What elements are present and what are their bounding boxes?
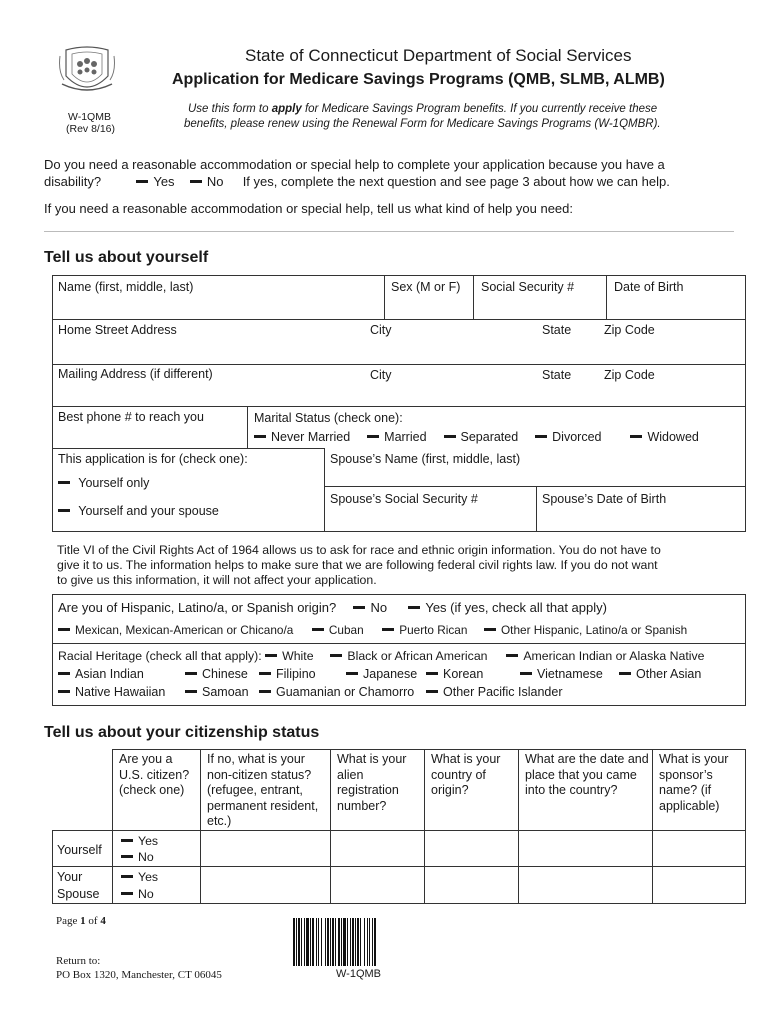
yourself-only-option[interactable]: Yourself only <box>58 476 149 490</box>
citizenship-row-yourself: Yourself <box>57 843 102 857</box>
barcode-bar <box>338 918 340 966</box>
form-instructions: Use this form to apply for Medicare Savings Program benefits. If you currently receive these <box>188 103 658 115</box>
accommodation-no-checkbox[interactable] <box>190 180 202 183</box>
yourself-citizen-yes-checkbox[interactable] <box>121 839 133 842</box>
barcode-bar <box>325 918 326 966</box>
return-to-label: Return to: <box>56 955 101 967</box>
page-number: Page 1 of 4 <box>56 915 106 927</box>
yourself-citizen-no[interactable]: No <box>121 850 154 864</box>
hispanic-yes-checkbox[interactable] <box>408 606 420 609</box>
barcode-label: W-1QMB <box>336 968 382 980</box>
barcode-bar <box>327 918 329 966</box>
mailing-zip-field[interactable]: Zip Code <box>604 368 655 382</box>
barcode-bar <box>330 918 331 966</box>
citizenship-col-6: What is your sponsor’s name? (if applicable) <box>659 752 729 813</box>
citizenship-col-1: Are you a U.S. citizen? (check one) <box>119 752 190 797</box>
barcode-bar <box>306 918 309 966</box>
race-other-asian-checkbox[interactable] <box>619 672 631 675</box>
state-seal <box>58 46 116 96</box>
mailing-address-field[interactable]: Mailing Address (if different) <box>58 367 213 381</box>
barcode-bar <box>355 918 356 966</box>
civil-rights-2: give it to us. The information helps to make sure that we are following federal civil rights law. If you do not want <box>57 558 658 572</box>
yourself-spouse-option[interactable]: Yourself and your spouse <box>58 504 219 518</box>
form-title: Application for Medicare Savings Programs (QMB, SLMB, ALMB) <box>172 71 665 88</box>
citizenship-col-5: What are the date and place that you came into the country? <box>525 752 649 797</box>
civil-rights-1: Title VI of the Civil Rights Act of 1964 allows us to ask for race and ethnic origin information. You do not have to <box>57 543 661 557</box>
barcode-bar <box>352 918 354 966</box>
mailing-state-field[interactable]: State <box>542 368 572 382</box>
barcode-bar <box>318 918 319 966</box>
home-zip-field[interactable]: Zip Code <box>604 323 655 337</box>
marital-options: Never Married Married Separated Divorced Widowed <box>254 430 699 444</box>
barcode-bar <box>350 918 351 966</box>
citizenship-col-2: If no, what is your non-citizen status? (refugee, entrant, permanent resident, etc.) <box>207 752 319 828</box>
barcode-bar <box>321 918 322 966</box>
barcode-bar <box>369 918 370 966</box>
barcode <box>293 918 427 966</box>
puerto-rican-checkbox[interactable] <box>382 628 394 631</box>
marital-label: Marital Status (check one): <box>254 411 403 425</box>
home-street-field[interactable]: Home Street Address <box>58 323 177 337</box>
form-rev: (Rev 8/16) <box>66 123 116 135</box>
race-japanese-checkbox[interactable] <box>346 672 358 675</box>
marital-separated-checkbox[interactable] <box>444 435 456 438</box>
race-vietnamese-checkbox[interactable] <box>520 672 532 675</box>
section-citizenship-title: Tell us about your citizenship status <box>44 724 320 741</box>
citizenship-col-3: What is your alien registration number? <box>337 752 407 813</box>
race-filipino-checkbox[interactable] <box>259 672 271 675</box>
barcode-bar <box>360 918 361 966</box>
barcode-bar <box>304 918 305 966</box>
cuban-checkbox[interactable] <box>312 628 324 631</box>
barcode-bar <box>298 918 300 966</box>
marital-never-checkbox[interactable] <box>254 435 266 438</box>
race-samoan-checkbox[interactable] <box>185 690 197 693</box>
race-chinese-checkbox[interactable] <box>185 672 197 675</box>
spouse-citizen-yes[interactable]: Yes <box>121 870 158 884</box>
marital-widowed-checkbox[interactable] <box>630 435 642 438</box>
barcode-bar <box>310 918 311 966</box>
race-american-indian-checkbox[interactable] <box>506 654 518 657</box>
race-row-1: Racial Heritage (check all that apply): White Black or African American American Indian or Alaska Native <box>58 649 705 663</box>
yourself-citizen-yes[interactable]: Yes <box>121 834 158 848</box>
hispanic-no-checkbox[interactable] <box>353 606 365 609</box>
barcode-bar <box>316 918 317 966</box>
citizenship-row-spouse-1: Your <box>57 870 83 884</box>
phone-field[interactable]: Best phone # to reach you <box>58 410 204 424</box>
help-answer-line[interactable] <box>44 231 734 232</box>
barcode-bar <box>372 918 373 966</box>
yourself-citizen-no-checkbox[interactable] <box>121 855 133 858</box>
race-pacific-islander-checkbox[interactable] <box>426 690 438 693</box>
barcode-bar <box>367 918 368 966</box>
race-white-checkbox[interactable] <box>265 654 277 657</box>
spouse-dob-field[interactable]: Spouse’s Date of Birth <box>542 492 667 506</box>
barcode-bar <box>293 918 295 966</box>
yourself-spouse-checkbox[interactable] <box>58 509 70 512</box>
citizenship-col-4: What is your country of origin? <box>431 752 501 797</box>
race-asian-indian-checkbox[interactable] <box>58 672 70 675</box>
ssn-field[interactable]: Social Security # <box>481 280 575 294</box>
barcode-bar <box>301 918 302 966</box>
race-native-hawaiian-checkbox[interactable] <box>58 690 70 693</box>
barcode-bar <box>374 918 376 966</box>
home-state-field[interactable]: State <box>542 323 572 337</box>
form-instructions-2: benefits, please renew using the Renewal Form for Medicare Savings Programs (W-1QMBR). <box>184 118 661 130</box>
help-question: If you need a reasonable accommodation or special help, tell us what kind of help you need: <box>44 201 574 216</box>
accommodation-yes-checkbox[interactable] <box>136 180 148 183</box>
spouse-name-field[interactable]: Spouse’s Name (first, middle, last) <box>330 452 521 466</box>
marital-married-checkbox[interactable] <box>367 435 379 438</box>
barcode-bar <box>347 918 348 966</box>
barcode-bar <box>312 918 314 966</box>
hispanic-options: Mexican, Mexican-American or Chicano/a Cuban Puerto Rican Other Hispanic, Latino/a or Spanish <box>58 623 687 637</box>
race-black-checkbox[interactable] <box>330 654 342 657</box>
barcode-bar <box>341 918 342 966</box>
barcode-bar <box>364 918 365 966</box>
barcode-bar <box>343 918 346 966</box>
return-address: PO Box 1320, Manchester, CT 06045 <box>56 969 222 981</box>
race-korean-checkbox[interactable] <box>426 672 438 675</box>
other-hispanic-checkbox[interactable] <box>484 628 496 631</box>
accommodation-row: disability? Yes No If yes, complete the next question and see page 3 about how we can help. <box>44 174 670 189</box>
civil-rights-3: to give us this information, it will not affect your application. <box>57 573 377 587</box>
form-id: W-1QMB <box>68 111 111 123</box>
spouse-ssn-field[interactable]: Spouse’s Social Security # <box>330 492 478 506</box>
barcode-bar <box>357 918 359 966</box>
spouse-citizen-yes-checkbox[interactable] <box>121 875 133 878</box>
sex-field[interactable]: Sex (M or F) <box>391 280 461 294</box>
agency-name: State of Connecticut Department of Social Services <box>245 46 632 65</box>
race-guamanian-checkbox[interactable] <box>259 690 271 693</box>
race-row-2: Asian Indian Chinese Filipino Japanese Korean Vietnamese Other Asian <box>0 667 770 683</box>
spouse-citizen-no[interactable]: No <box>121 887 154 901</box>
barcode-bar <box>296 918 297 966</box>
mexican-checkbox[interactable] <box>58 628 70 631</box>
yourself-only-checkbox[interactable] <box>58 481 70 484</box>
dob-field[interactable]: Date of Birth <box>614 280 684 294</box>
race-row-3: Native Hawaiian Samoan Guamanian or Chamorro Other Pacific Islander <box>0 685 770 701</box>
mailing-city-field[interactable]: City <box>370 368 392 382</box>
section-about-title: Tell us about yourself <box>44 249 209 266</box>
spouse-citizen-no-checkbox[interactable] <box>121 892 133 895</box>
barcode-bar <box>335 918 336 966</box>
barcode-bar <box>332 918 334 966</box>
home-city-field[interactable]: City <box>370 323 392 337</box>
marital-divorced-checkbox[interactable] <box>535 435 547 438</box>
hispanic-question: Are you of Hispanic, Latino/a, or Spanish origin? No Yes (if yes, check all that apply) <box>58 600 607 615</box>
name-field[interactable]: Name (first, middle, last) <box>58 280 194 294</box>
citizenship-row-spouse-2: Spouse <box>57 887 100 901</box>
accommodation-question: Do you need a reasonable accommodation or special help to complete your application because you have a <box>44 157 665 172</box>
app-for-label: This application is for (check one): <box>58 452 248 466</box>
